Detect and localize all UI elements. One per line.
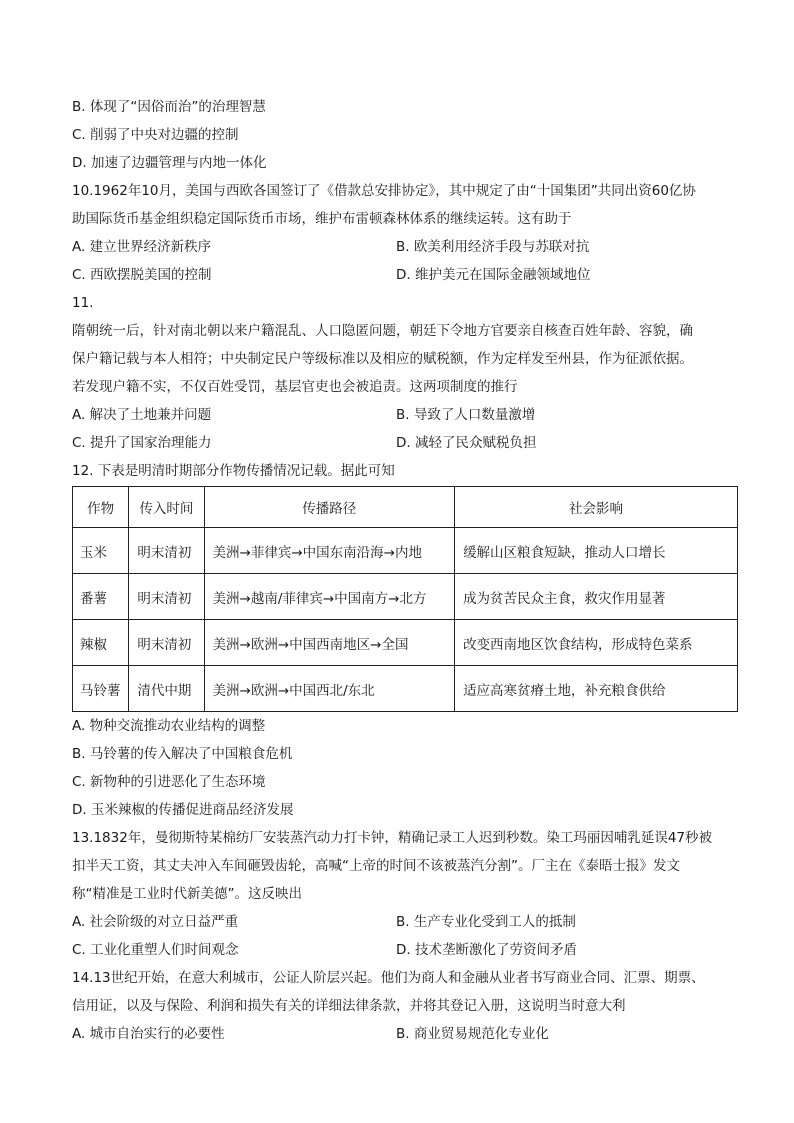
- q10-stem-line1: 10.1962年10月，美国与西欧各国签订了《借款总安排协定》，其中规定了由“十国集团”共同出资60亿协: [72, 183, 696, 199]
- table-cell: 明末清初: [129, 528, 204, 574]
- table-row: [73, 528, 738, 574]
- q10-option-c[interactable]: C. 西欧摆脱美国的控制: [72, 267, 212, 283]
- crop-spread-table: [72, 486, 738, 712]
- table-cell: 番薯: [73, 574, 129, 620]
- q9-option-d[interactable]: D. 加速了边疆管理与内地一体化: [72, 155, 267, 171]
- table-header-cell: 传入时间: [129, 487, 204, 528]
- q11-stem-line1: 隋朝统一后，针对南北朝以来户籍混乱、人口隐匿问题，朝廷下令地方官要亲自核查百姓年龄、容貌，确: [72, 323, 693, 339]
- q12-option-d[interactable]: D. 玉米辣椒的传播促进商品经济发展: [72, 802, 294, 818]
- q13-option-d[interactable]: D. 技术垄断激化了劳资间矛盾: [396, 942, 577, 958]
- q13-stem-line1: 13.1832年，曼彻斯特某棉纺厂安装蒸汽动力打卡钟，精确记录工人迟到秒数。染工玛丽因哺乳延误47秒被: [72, 830, 713, 846]
- table-cell: 美洲→欧洲→中国西北/东北: [204, 666, 455, 712]
- table-cell: 改变西南地区饮食结构，形成特色菜系: [455, 620, 738, 666]
- q14-option-b[interactable]: B. 商业贸易规范化专业化: [396, 1026, 549, 1042]
- q14-option-a[interactable]: A. 城市自治实行的必要性: [72, 1026, 225, 1042]
- q11-option-b[interactable]: B. 导致了人口数量激增: [396, 407, 536, 423]
- table-row: [73, 620, 738, 666]
- table-cell: 美洲→越南/菲律宾→中国南方→北方: [204, 574, 455, 620]
- q14-stem-line2: 信用证，以及与保险、利润和损失有关的详细法律条款，并将其登记入册，这说明当时意大利: [72, 998, 626, 1014]
- q13-option-a[interactable]: A. 社会阶级的对立日益严重: [72, 914, 239, 930]
- table-cell: 马铃薯: [73, 666, 129, 712]
- table-cell: 清代中期: [129, 666, 204, 712]
- q12-stem: 12. 下表是明清时期部分作物传播情况记载。据此可知: [72, 463, 395, 479]
- table-header-row: [73, 487, 738, 528]
- q10-option-d[interactable]: D. 维护美元在国际金融领域地位: [396, 267, 591, 283]
- q13-option-c[interactable]: C. 工业化重塑人们时间观念: [72, 942, 239, 958]
- q11-stem-line3: 若发现户籍不实，不仅百姓受罚，基层官吏也会被追责。这两项制度的推行: [72, 379, 518, 395]
- table-cell: 明末清初: [129, 574, 204, 620]
- q9-option-b[interactable]: B. 体现了“因俗而治”的治理智慧: [72, 99, 266, 115]
- q13-options-row2: [72, 936, 738, 964]
- q13-option-b[interactable]: B. 生产专业化受到工人的抵制: [396, 914, 576, 930]
- table-row: [73, 574, 738, 620]
- table-cell: 明末清初: [129, 620, 204, 666]
- q11-stem-line2: 保户籍记载与本人相符；中央制定民户等级标准以及相应的赋税额，作为定样发至州县，作为征派依据。: [72, 351, 693, 367]
- q10-options-row2: [72, 261, 738, 289]
- table-cell: 缓解山区粮食短缺，推动人口增长: [455, 528, 738, 574]
- q13-stem-line3: 称“精准是工业时代新美德”。这反映出: [72, 886, 302, 902]
- q10-option-a[interactable]: A. 建立世界经济新秩序: [72, 239, 212, 255]
- q11-number: 11.: [72, 295, 94, 311]
- table-header-cell: 传播路径: [204, 487, 455, 528]
- table-cell: 美洲→欧洲→中国西南地区→全国: [204, 620, 455, 666]
- exam-page: [72, 93, 738, 1048]
- table-cell: 成为贫苦民众主食，救灾作用显著: [455, 574, 738, 620]
- table-cell: 辣椒: [73, 620, 129, 666]
- q12-option-c[interactable]: C. 新物种的引进恶化了生态环境: [72, 774, 266, 790]
- table-cell: 适应高寒贫瘠土地，补充粮食供给: [455, 666, 738, 712]
- table-row: [73, 666, 738, 712]
- q10-stem-line2: 助国际货币基金组织稳定国际货币市场，维护布雷顿森林体系的继续运转。这有助于: [72, 211, 572, 227]
- q11-option-a[interactable]: A. 解决了土地兼并问题: [72, 407, 212, 423]
- q14-stem-line1: 14.13世纪开始，在意大利城市，公证人阶层兴起。他们为商人和金融从业者书写商业合同、汇票、期票、: [72, 970, 705, 986]
- q11-options-row1: [72, 401, 738, 429]
- q13-stem-line2: 扣半天工资，其丈夫冲入车间砸毁齿轮，高喊“上帝的时间不该被蒸汽分割”。厂主在《泰晤士报》发文: [72, 858, 680, 874]
- q13-options-row1: [72, 908, 738, 936]
- q11-option-c[interactable]: C. 提升了国家治理能力: [72, 435, 212, 451]
- q14-options-row1: [72, 1020, 738, 1048]
- table-header-cell: 社会影响: [455, 487, 738, 528]
- q12-option-b[interactable]: B. 马铃薯的传入解决了中国粮食危机: [72, 746, 293, 762]
- q10-options-row1: [72, 233, 738, 261]
- q12-option-a[interactable]: A. 物种交流推动农业结构的调整: [72, 718, 266, 734]
- table-cell: 美洲→菲律宾→中国东南沿海→内地: [204, 528, 455, 574]
- q11-options-row2: [72, 429, 738, 457]
- q11-option-d[interactable]: D. 减轻了民众赋税负担: [396, 435, 537, 451]
- table-header-cell: 作物: [73, 487, 129, 528]
- table-cell: 玉米: [73, 528, 129, 574]
- q9-option-c[interactable]: C. 削弱了中央对边疆的控制: [72, 127, 239, 143]
- q10-option-b[interactable]: B. 欧美利用经济手段与苏联对抗: [396, 239, 590, 255]
